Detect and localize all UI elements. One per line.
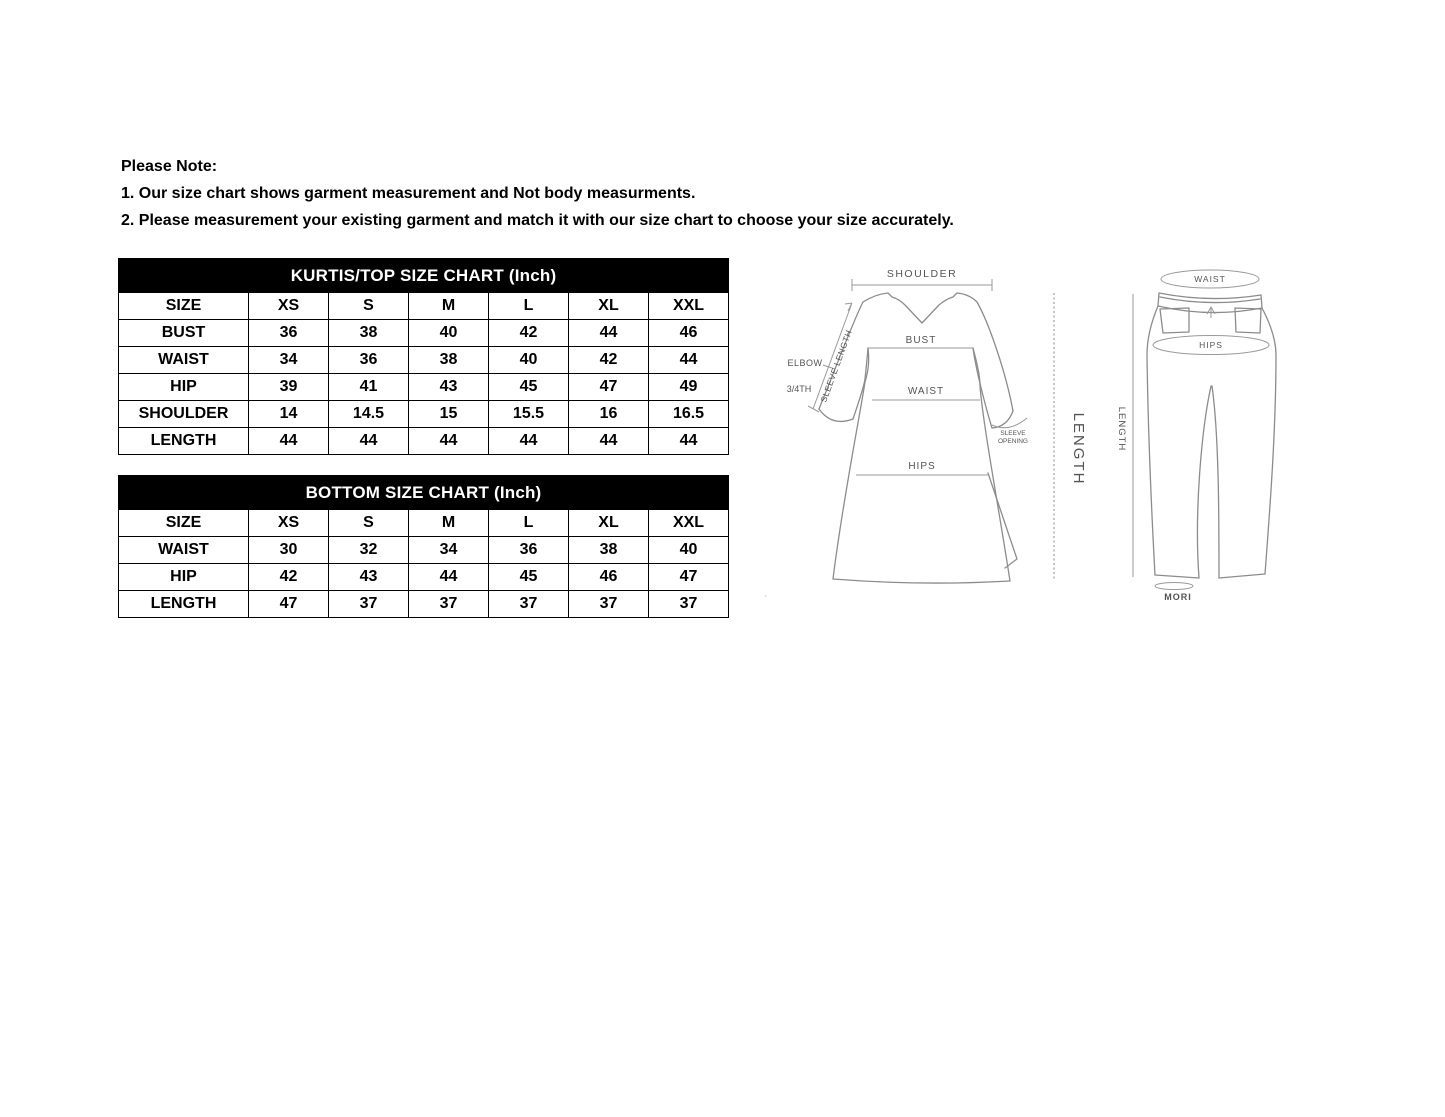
table-cell: 40 — [409, 320, 489, 347]
pants-left-pocket — [1160, 308, 1189, 333]
col-header: SIZE — [119, 510, 249, 537]
table-cell: 49 — [649, 374, 729, 401]
table-header-row — [119, 293, 729, 320]
table-cell: 14 — [249, 401, 329, 428]
table-title: KURTIS/TOP SIZE CHART (Inch) — [119, 259, 729, 293]
table-cell: 42 — [569, 347, 649, 374]
kurtis-top-size-chart — [118, 258, 729, 455]
table-cell: 32 — [329, 537, 409, 564]
table-cell: 42 — [249, 564, 329, 591]
table-row — [119, 564, 729, 591]
kurti-measurement-diagram — [780, 255, 1090, 605]
kurti-bust-label: BUST — [905, 335, 937, 346]
table-cell: 44 — [409, 564, 489, 591]
pants-length-label: LENGTH — [1116, 406, 1127, 452]
pants-outline — [1133, 270, 1276, 590]
scan-speck: · — [764, 590, 768, 602]
row-label: WAIST — [119, 347, 249, 374]
row-label: SHOULDER — [119, 401, 249, 428]
table-cell: 43 — [409, 374, 489, 401]
table-cell: 41 — [329, 374, 409, 401]
table-cell: 40 — [489, 347, 569, 374]
col-header: XXL — [649, 510, 729, 537]
kurti-sleeve-opening-label-2: OPENING — [998, 438, 1028, 445]
table-cell: 16.5 — [649, 401, 729, 428]
pants-fly-mark — [1207, 307, 1215, 318]
pants-measurement-diagram — [1090, 255, 1350, 615]
table-cell: 44 — [569, 428, 649, 455]
row-label: HIP — [119, 564, 249, 591]
kurti-length-label: LENGTH — [1070, 412, 1087, 486]
notes-block — [121, 153, 954, 234]
table-cell: 44 — [649, 428, 729, 455]
table-cell: 39 — [249, 374, 329, 401]
table-row — [119, 374, 729, 401]
col-header: M — [409, 293, 489, 320]
table-cell: 44 — [249, 428, 329, 455]
pants-mori-label: MORI — [1164, 592, 1192, 602]
table-title: BOTTOM SIZE CHART (Inch) — [119, 476, 729, 510]
col-header: XS — [249, 510, 329, 537]
table-cell: 37 — [409, 591, 489, 618]
table-row — [119, 591, 729, 618]
table-cell: 36 — [329, 347, 409, 374]
table-row — [119, 320, 729, 347]
table-cell: 36 — [249, 320, 329, 347]
row-label: HIP — [119, 374, 249, 401]
row-label: BUST — [119, 320, 249, 347]
table-cell: 47 — [649, 564, 729, 591]
col-header: S — [329, 510, 409, 537]
col-header: M — [409, 510, 489, 537]
col-header: SIZE — [119, 293, 249, 320]
row-label: LENGTH — [119, 591, 249, 618]
table-cell: 34 — [409, 537, 489, 564]
row-label: LENGTH — [119, 428, 249, 455]
table-cell: 44 — [569, 320, 649, 347]
kurti-elbow-label: ELBOW — [787, 358, 823, 368]
table-cell: 15 — [409, 401, 489, 428]
table-cell: 30 — [249, 537, 329, 564]
table-row — [119, 401, 729, 428]
table-cell: 44 — [409, 428, 489, 455]
table-cell: 36 — [489, 537, 569, 564]
table-cell: 47 — [569, 374, 649, 401]
table-cell: 43 — [329, 564, 409, 591]
table-cell: 45 — [489, 374, 569, 401]
pants-hips-label: HIPS — [1199, 340, 1223, 350]
notes-heading: Please Note: — [121, 158, 218, 175]
table-row — [119, 537, 729, 564]
pants-mori-ellipse — [1155, 583, 1193, 590]
note-line-2: 2. Please measurement your existing garment and match it with our size chart to choose your size accurately. — [121, 212, 954, 229]
col-header: XL — [569, 293, 649, 320]
table-cell: 46 — [649, 320, 729, 347]
table-cell: 44 — [649, 347, 729, 374]
col-header: S — [329, 293, 409, 320]
col-header: XL — [569, 510, 649, 537]
table-row — [119, 428, 729, 455]
col-header: L — [489, 510, 569, 537]
table-cell: 14.5 — [329, 401, 409, 428]
note-line-1: 1. Our size chart shows garment measurement and Not body measurments. — [121, 185, 696, 202]
table-cell: 47 — [249, 591, 329, 618]
col-header: L — [489, 293, 569, 320]
col-header: XS — [249, 293, 329, 320]
table-cell: 15.5 — [489, 401, 569, 428]
table-cell: 38 — [329, 320, 409, 347]
table-cell: 34 — [249, 347, 329, 374]
col-header: XXL — [649, 293, 729, 320]
table-cell: 40 — [649, 537, 729, 564]
table-cell: 42 — [489, 320, 569, 347]
shoulder-measure-line — [852, 279, 992, 291]
table-cell: 38 — [569, 537, 649, 564]
kurti-shoulder-label: SHOULDER — [886, 268, 958, 280]
kurti-waist-label: WAIST — [907, 386, 945, 397]
table-header-row — [119, 510, 729, 537]
table-cell: 37 — [489, 591, 569, 618]
table-cell: 37 — [569, 591, 649, 618]
table-cell: 38 — [409, 347, 489, 374]
table-cell: 44 — [489, 428, 569, 455]
table-row — [119, 347, 729, 374]
bottom-size-chart — [118, 475, 729, 618]
table-cell: 16 — [569, 401, 649, 428]
table-cell: 37 — [329, 591, 409, 618]
kurti-sleeve-opening-label-1: SLEEVE — [1000, 430, 1026, 437]
kurti-sleeve-length-label: SLEEVE LENGTH — [818, 328, 854, 404]
pants-waist-label: WAIST — [1194, 274, 1226, 284]
row-label: WAIST — [119, 537, 249, 564]
kurti-three-fourth-label: 3/4TH — [786, 384, 812, 394]
table-cell: 45 — [489, 564, 569, 591]
table-cell: 37 — [649, 591, 729, 618]
kurti-hips-label: HIPS — [908, 461, 936, 472]
table-cell: 46 — [569, 564, 649, 591]
table-cell: 44 — [329, 428, 409, 455]
